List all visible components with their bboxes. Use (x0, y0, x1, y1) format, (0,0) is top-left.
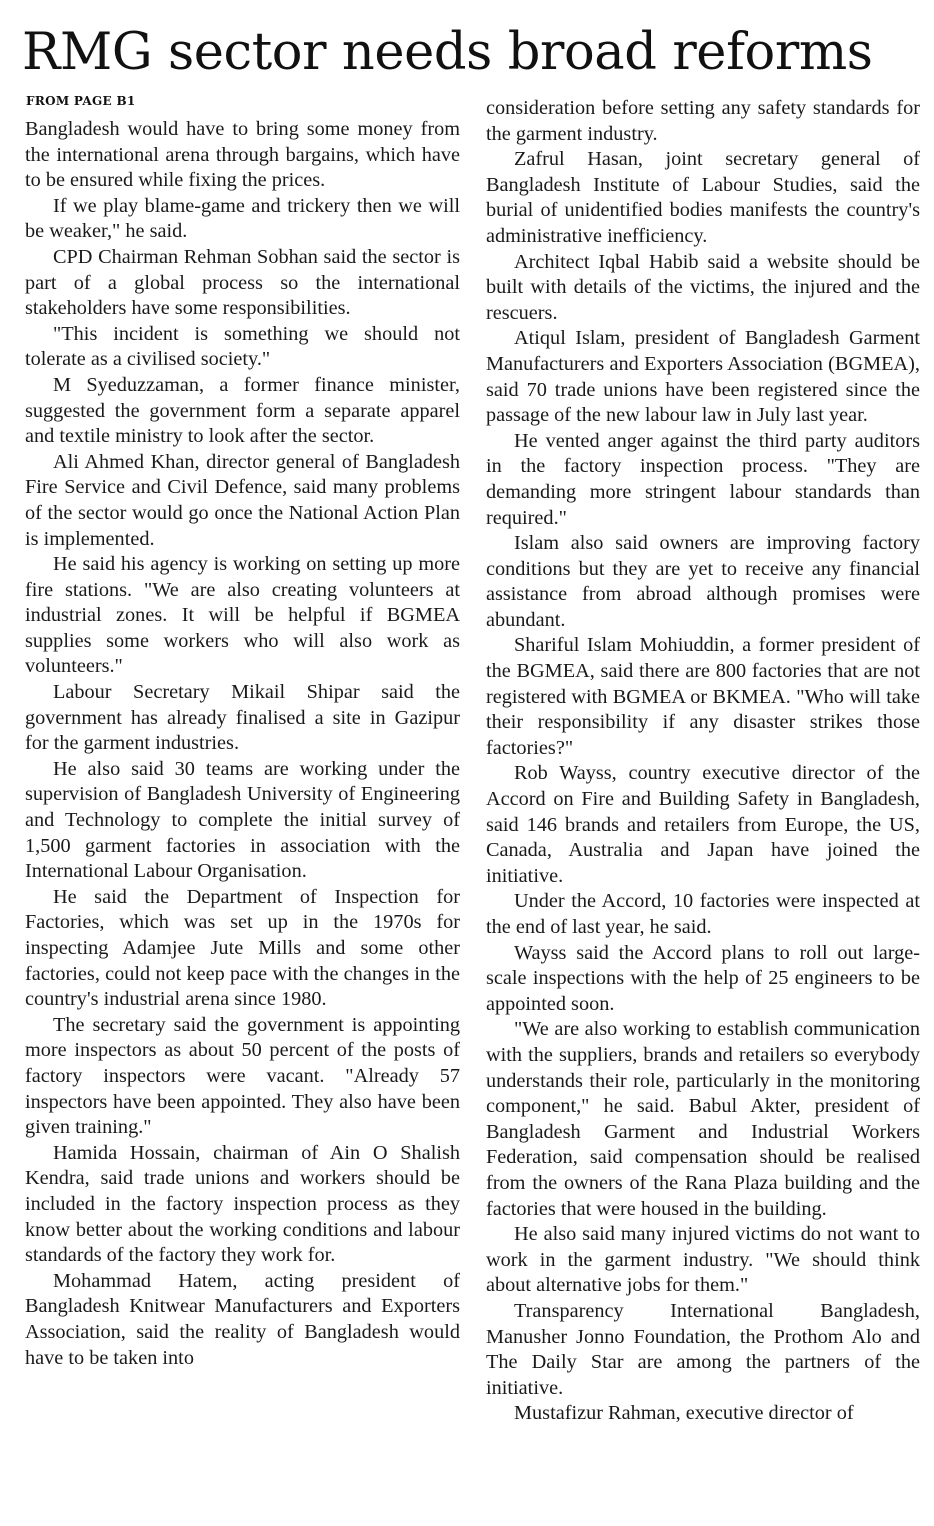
paragraph: Shariful Islam Mohiuddin, a former president of the BGMEA, said there are 800 factories that are not registered with BGMEA or BKMEA. "Who will take their responsibility if any disaster strikes those factories?" (486, 634, 920, 759)
paragraph: If we play blame-game and trickery then we will be weaker," he said. (25, 194, 460, 243)
paragraph: Transparency International Bangladesh, Manusher Jonno Foundation, the Prothom Alo and The Daily Star are among the partners of the initiative. (486, 1299, 920, 1399)
paragraph: "This incident is something we should not tolerate as a civilised society." (25, 322, 460, 371)
paragraph: Islam also said owners are improving factory conditions but they are yet to receive any financial assistance from abroad although promises were abundant. (486, 532, 920, 631)
paragraph: Zafrul Hasan, joint secretary general of Bangladesh Institute of Labour Studies, said the burial of unidentified bodies manifests the country's administrative inefficiency. (486, 148, 920, 247)
paragraph: Atiqul Islam, president of Bangladesh Garment Manufacturers and Exporters Association (BGMEA), said 70 trade unions have been registered since the passage of the new labour law in July last year. (486, 327, 920, 427)
paragraph: Architect Iqbal Habib said a website should be built with details of the victims, the injured and the rescuers. (486, 250, 920, 324)
paragraph: He said his agency is working on setting up more fire stations. "We are also creating volunteers at industrial zones. It will be helpful if BGMEA supplies some workers who will also work as volunteers." (25, 553, 460, 678)
paragraph: Bangladesh would have to bring some money from the international arena through bargains, which have to be ensured while fixing the prices. (25, 118, 460, 192)
paragraph: Ali Ahmed Khan, director general of Bangladesh Fire Service and Civil Defence, said many problems of the sector would go once the National Action Plan is implemented. (25, 450, 460, 550)
article-headline: RMG sector needs broad reforms (22, 23, 873, 82)
paragraph: He also said many injured victims do not want to work in the garment industry. "We should think about alternative jobs for them." (486, 1223, 920, 1297)
continued-from-label: FROM PAGE B1 (26, 94, 136, 108)
paragraph: Labour Secretary Mikail Shipar said the government has already finalised a site in Gazipur for the garment industries. (25, 681, 460, 755)
paragraph: Wayss said the Accord plans to roll out large-scale inspections with the help of 25 engineers to be appointed soon. (486, 941, 920, 1015)
paragraph: He vented anger against the third party auditors in the factory inspection process. "They are demanding more stringent labour standards than required." (486, 429, 920, 529)
paragraph: Mustafizur Rahman, executive director of (514, 1402, 854, 1425)
paragraph: consideration before setting any safety standards for the garment industry. (486, 97, 920, 145)
paragraph: "We are also working to establish communication with the suppliers, brands and retailers so everybody understands their role, particularly in the monitoring component," he said. Babul Akter, president of Bangladesh Garment and Industrial Workers Federation, said compensation should be realised from the owners of the Rana Plaza building and the factories that were housed in the building. (486, 1018, 920, 1220)
paragraph: CPD Chairman Rehman Sobhan said the sector is part of a global process so the international stakeholders have some responsibilities. (25, 245, 460, 320)
article-column-right (486, 96, 920, 1427)
article-column-left (25, 117, 460, 1371)
paragraph: He also said 30 teams are working under the supervision of Bangladesh University of Engineering and Technology to complete the initial survey of 1,500 garment factories in association with the International Labour Organisation. (25, 757, 460, 883)
paragraph: Hamida Hossain, chairman of Ain O Shalish Kendra, said trade unions and workers should be included in the factory inspection process as they know better about the working conditions and labour standards of the factory they work for. (25, 1141, 460, 1267)
paragraph: The secretary said the government is appointing more inspectors as about 50 percent of the posts of factory inspectors were vacant. "Already 57 inspectors have been appointed. They also have been given training." (25, 1013, 460, 1139)
paragraph: M Syeduzzaman, a former finance minister, suggested the government form a separate apparel and textile ministry to look after the sector. (25, 373, 460, 448)
paragraph: Rob Wayss, country executive director of the Accord on Fire and Building Safety in Bangladesh, said 146 brands and retailers from Europe, the US, Canada, Australia and Japan have joined the initiative. (486, 762, 920, 887)
paragraph: Mohammad Hatem, acting president of Bangladesh Knitwear Manufacturers and Exporters Association, said the reality of Bangladesh would have to be taken into (25, 1269, 460, 1369)
paragraph: Under the Accord, 10 factories were inspected at the end of last year, he said. (486, 890, 920, 938)
paragraph: He said the Department of Inspection for Factories, which was set up in the 1970s for inspecting Adamjee Jute Mills and some other factories, could not keep pace with the changes in the country's industrial arena since 1980. (25, 885, 460, 1011)
